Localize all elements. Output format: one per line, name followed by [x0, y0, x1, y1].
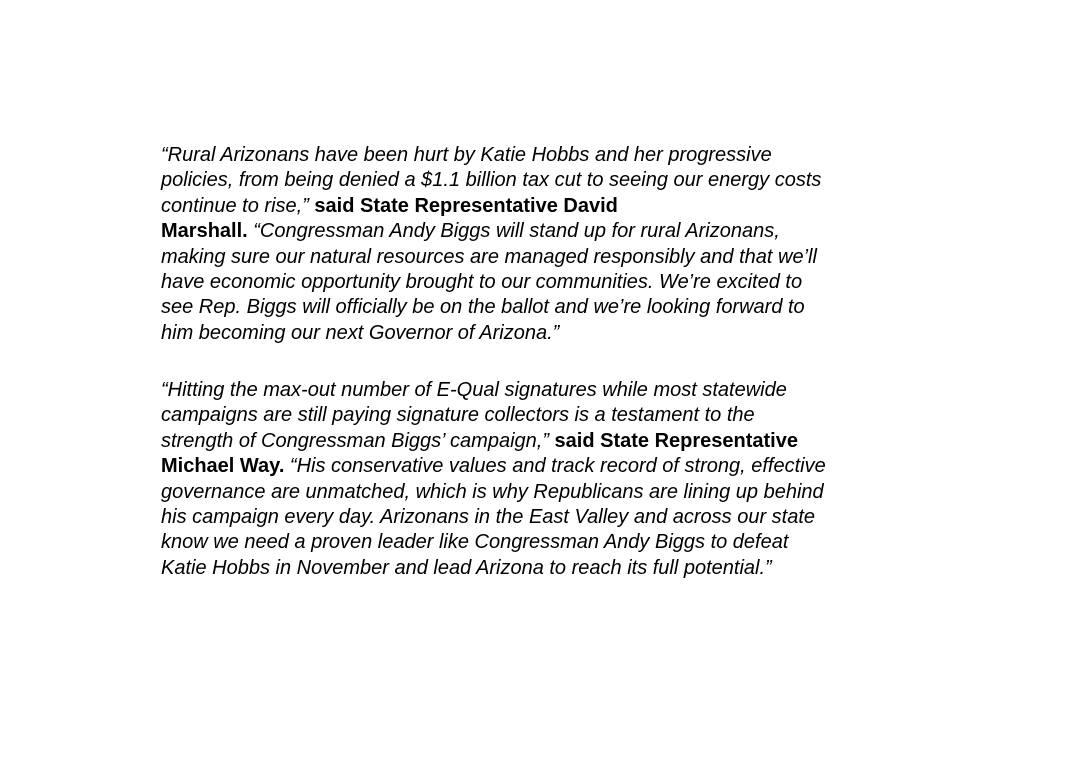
- text-line: [161, 194, 921, 219]
- quote-text: strength of Congressman Biggs’ campaign,”: [161, 429, 555, 452]
- quote-text: continue to rise,”: [161, 194, 315, 217]
- text-line: [161, 378, 921, 403]
- text-line: [161, 530, 921, 555]
- text-line: [161, 321, 921, 346]
- text-line: [161, 143, 921, 168]
- text-line: [161, 245, 921, 270]
- quote-text: Katie Hobbs in November and lead Arizona to reach its full potential.”: [161, 556, 772, 579]
- text-line: [161, 403, 921, 428]
- quote-text: governance are unmatched, which is why Republicans are lining up behind: [161, 480, 824, 503]
- quote-text: making sure our natural resources are managed responsibly and that we’ll: [161, 245, 817, 268]
- text-line: [161, 429, 921, 454]
- quote-text: “Congressman Andy Biggs will stand up for rural Arizonans,: [247, 220, 780, 243]
- attribution-text: said State Representative David: [314, 194, 618, 217]
- quote-text: policies, from being denied a $1.1 billion tax cut to seeing our energy costs: [161, 169, 822, 192]
- attribution-text: Michael Way.: [161, 455, 285, 478]
- attribution-text: said State Representative: [554, 429, 798, 452]
- text-line: [161, 505, 921, 530]
- quote-text: his campaign every day. Arizonans in the East Valley and across our state: [161, 506, 816, 529]
- text-line: [161, 480, 921, 505]
- quote-text: have economic opportunity brought to our communities. We’re excited to: [161, 271, 803, 294]
- text-line: [161, 454, 921, 479]
- quote-text: “Hitting the max-out number of E-Qual signatures while most statewide: [161, 379, 787, 401]
- quote-text: “Rural Arizonans have been hurt by Katie Hobbs and her progressive: [161, 144, 772, 166]
- quote-text: him becoming our next Governor of Arizona.”: [161, 321, 560, 344]
- text-line: [161, 270, 921, 295]
- text-line: [161, 168, 921, 193]
- quote-text: campaigns are still paying signature collectors is a testament to the: [161, 404, 755, 427]
- marshall-quote-paragraph: [161, 143, 921, 346]
- quote-text: “His conservative values and track record of strong, effective: [284, 455, 826, 478]
- quote-text: know we need a proven leader like Congressman Andy Biggs to defeat: [161, 531, 789, 554]
- way-quote-paragraph: [161, 378, 921, 581]
- text-line: [161, 556, 921, 581]
- attribution-text: Marshall.: [161, 220, 248, 243]
- quote-text: see Rep. Biggs will officially be on the ballot and we’re looking forward to: [161, 296, 805, 319]
- text-line: [161, 219, 921, 244]
- text-line: [161, 295, 921, 320]
